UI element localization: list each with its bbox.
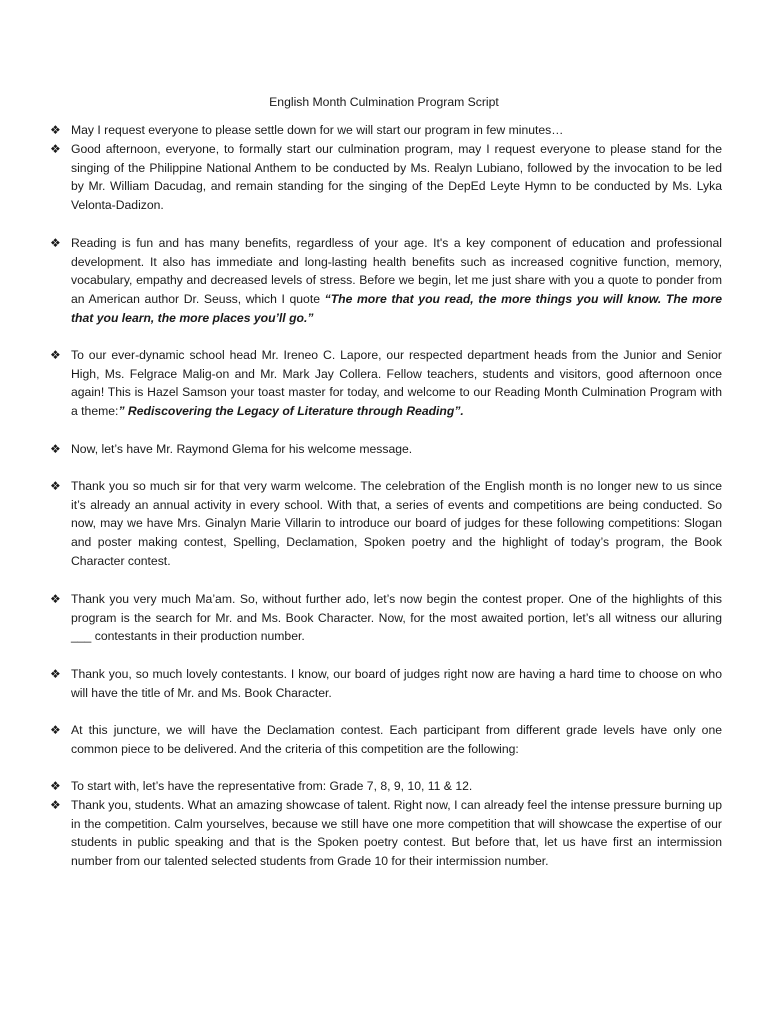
diamond-bullet-icon: ❖ <box>50 798 61 812</box>
paragraph-text: Reading is fun and has many benefits, regardless of your age. It's a key component of education and professional development. It also has immediate and long-lasting health benefits such as increased cognitive function, memory, vocabulary, empathy and decreased levels of stress. Before we begin, let me just share with you a quote to ponder from an American author Dr. Seuss, which I quote <box>71 236 722 307</box>
paragraph-1 <box>50 121 722 140</box>
diamond-bullet-icon: ❖ <box>50 236 61 250</box>
paragraph-4 <box>50 346 722 421</box>
paragraph-text: Now, let’s have Mr. Raymond Glema for his welcome message. <box>71 442 413 456</box>
paragraph-text: Thank you so much sir for that very warm welcome. The celebration of the English month is no longer new to us since it’s already an annual activity in every school. With that, a series of events and competitions are being conducted. So now, may we have Mrs. Ginalyn Marie Villarin to introduce our board of judges for these following competitions: Slogan and poster making contest, Spelling, Declamation, Spoken poetry and the highlight of today’s program, the Book Character contest. <box>71 479 722 568</box>
paragraph-text: Thank you, so much lovely contestants. I know, our board of judges right now are having a hard time to choose on who will have the title of Mr. and Ms. Book Character. <box>71 667 722 700</box>
paragraph-text: To our ever-dynamic school head Mr. Ireneo C. Lapore, our respected department heads from the Junior and Senior High, Ms. Felgrace Malig-on and Mr. Mark Jay Collera. Fellow teachers, students and visitors, good afternoon once again! This is Hazel Samson your toast master for today, and welcome to our Reading Month Culmination Program with a theme: <box>71 348 722 419</box>
paragraph-6 <box>50 477 722 571</box>
paragraph-10 <box>50 777 722 796</box>
paragraph-text: Thank you, students. What an amazing showcase of talent. Right now, I can already feel the intense pressure burning up in the competition. Calm yourselves, because we still have one more competition that will showcase the expertise of our students in public speaking and that is the Spoken poetry contest. But before that, let us have first an intermission number from our talented selected students from Grade 10 for their intermission number. <box>71 798 722 869</box>
paragraph-text: At this juncture, we will have the Declamation contest. Each participant from different grade levels have only one common piece to be delivered. And the criteria of this competition are the following: <box>71 723 722 756</box>
diamond-bullet-icon: ❖ <box>50 442 61 456</box>
diamond-bullet-icon: ❖ <box>50 723 61 737</box>
diamond-bullet-icon: ❖ <box>50 123 61 137</box>
paragraph-text: To start with, let’s have the representative from: Grade 7, 8, 9, 10, 11 & 12. <box>71 779 473 793</box>
paragraph-text: Thank you very much Ma’am. So, without further ado, let’s now begin the contest proper. One of the highlights of this program is the search for Mr. and Ms. Book Character. Now, for the most awaited portion, let’s all witness our alluring ___ contestants in their production number. <box>71 592 722 644</box>
diamond-bullet-icon: ❖ <box>50 348 61 362</box>
diamond-bullet-icon: ❖ <box>50 479 61 493</box>
paragraph-text: May I request everyone to please settle down for we will start our program in few minutes… <box>71 123 564 137</box>
document-title: English Month Culmination Program Script <box>269 95 499 109</box>
paragraph-9 <box>50 721 722 758</box>
paragraph-2 <box>50 140 722 215</box>
diamond-bullet-icon: ❖ <box>50 142 61 156</box>
paragraph-8 <box>50 665 722 702</box>
paragraph-5 <box>50 440 722 459</box>
theme-text: ” Rediscovering the Legacy of Literature through Reading”. <box>118 404 464 419</box>
diamond-bullet-icon: ❖ <box>50 592 61 606</box>
paragraph-11 <box>50 796 722 871</box>
paragraph-7 <box>50 590 722 646</box>
quote-text: “The more that you read, the more things you will know. The more that you learn, the more places you’ll go.” <box>71 292 722 325</box>
paragraph-3 <box>50 234 722 328</box>
diamond-bullet-icon: ❖ <box>50 779 61 793</box>
diamond-bullet-icon: ❖ <box>50 667 61 681</box>
paragraph-text: Good afternoon, everyone, to formally start our culmination program, may I request everyone to please stand for the singing of the Philippine National Anthem to be conducted by Ms. Realyn Lubiano, followed by the invocation to be led by Mr. William Dacudag, and remain standing for the singing of the DepEd Leyte Hymn to be conducted by Ms. Lyka Velonta-Dadizon. <box>71 142 722 213</box>
